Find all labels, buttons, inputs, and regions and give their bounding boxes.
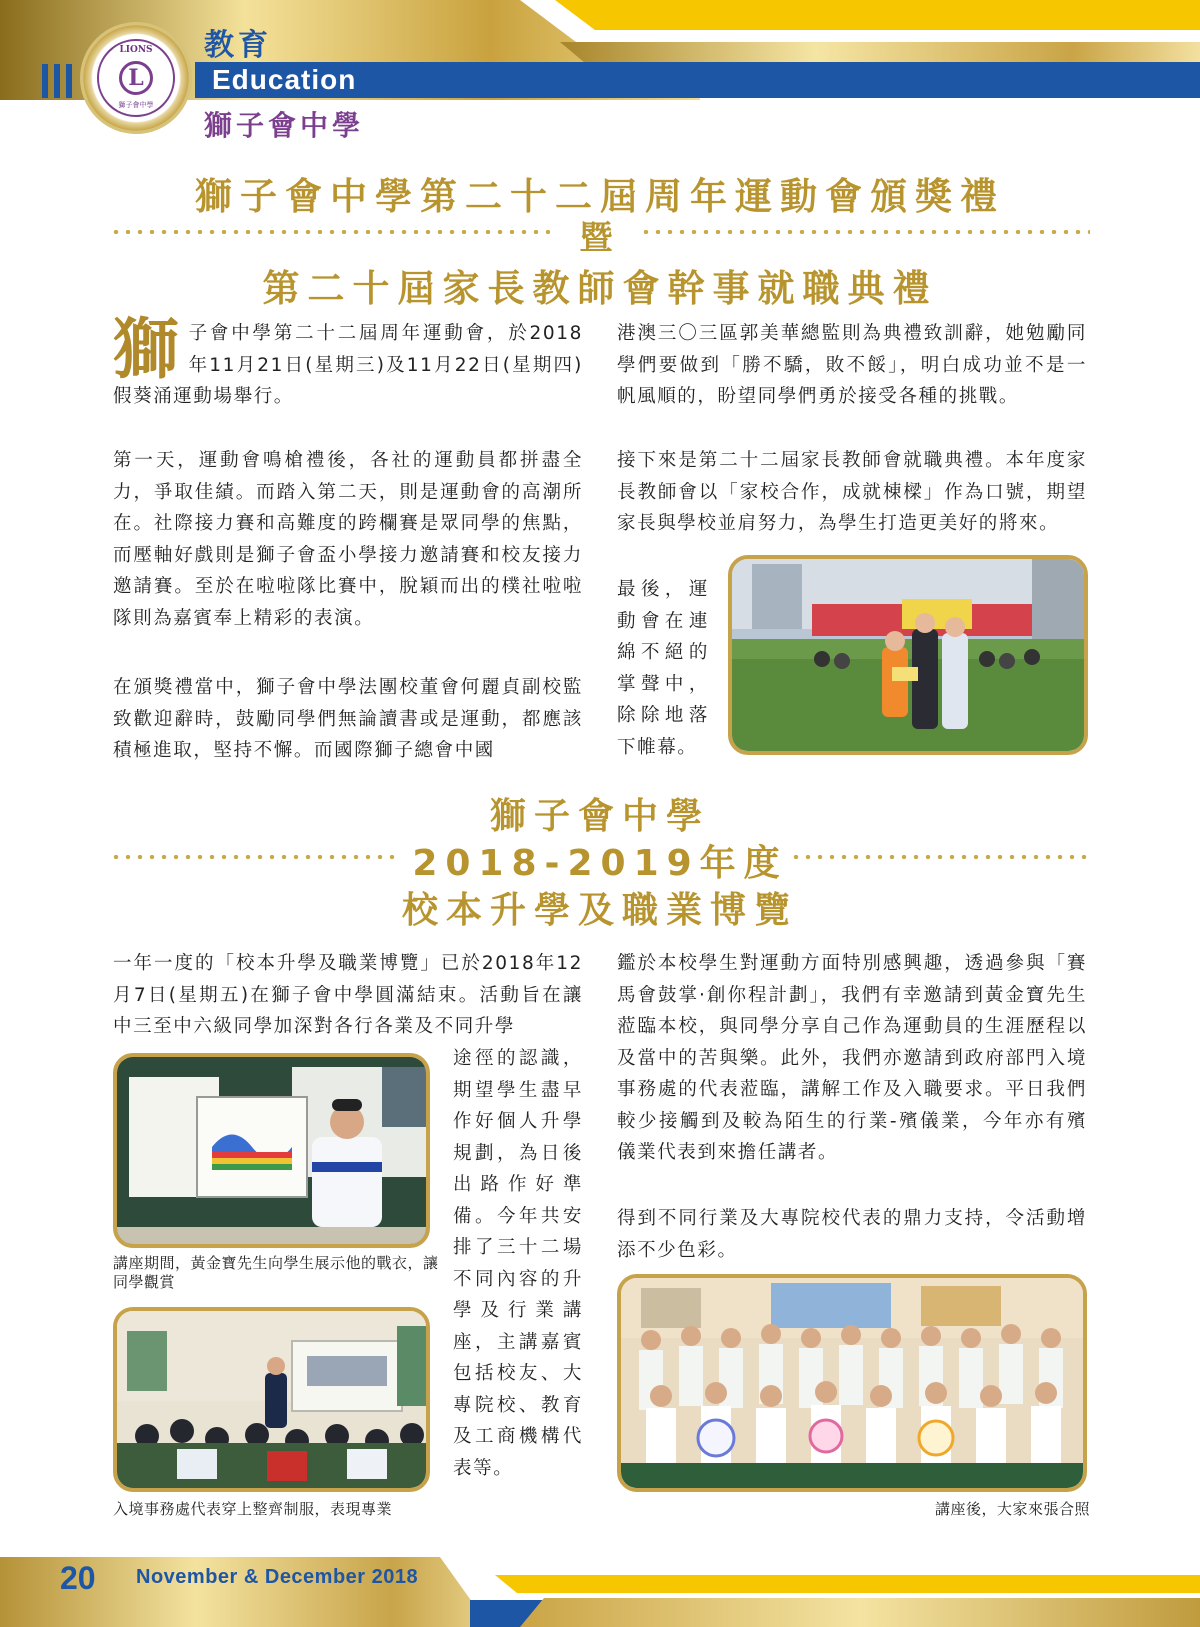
header-yellow-band: [555, 0, 1200, 30]
section-title-cn: 教育: [204, 28, 272, 63]
article1-title-line2: 暨: [579, 218, 621, 257]
speaker-jersey-image: [117, 1057, 430, 1248]
article2-title-line1: 獅子會中學: [489, 796, 710, 837]
dotted-divider: [640, 230, 1090, 234]
header-bars-icon: [42, 64, 78, 98]
group-image: [621, 1278, 1087, 1492]
dotted-divider: [790, 855, 1090, 859]
article1-paragraph-1: [113, 311, 583, 413]
photo-caption-2: 入境事務處代表穿上整齊制服，表現專業: [113, 1500, 393, 1518]
article1-paragraph-4: 港澳三〇三區郭美華總監則為典禮致訓辭，她勉勵同學們要做到「勝不驕，敗不餒」，明白成功並不是一帆風順的，盼望同學們勇於接受各種的挑戰。: [617, 323, 1087, 407]
article2-title-line2: 2018-2019年度: [412, 843, 788, 884]
logo-letter: L: [119, 61, 153, 95]
footer-yellow-band: [495, 1575, 1200, 1593]
article1-paragraph-2: 第一天，運動會鳴槍禮後，各社的運動員都拼盡全力，爭取佳績。而踏入第二天，則是運動會的高潮所在。社際接力賽和高難度的跨欄賽是眾同學的焦點，而壓軸好戲則是獅子會盃小學接力邀請賽和校友接力邀請賽。至於在啦啦隊比賽中，脫穎而出的樸社啦啦隊則為嘉賓奉上精彩的表演。: [113, 450, 583, 629]
speaker-jersey-photo: [113, 1053, 430, 1248]
article2-paragraph-3: 得到不同行業及大專院校代表的鼎力支持，令活動增添不少色彩。: [617, 1208, 1087, 1261]
immigration-talk-photo: [113, 1307, 430, 1492]
section-title-en: Education: [212, 64, 357, 95]
article2-title-line3: 校本升學及職業博覽: [401, 890, 798, 931]
group-photo: [617, 1274, 1087, 1492]
award-ceremony-photo: [728, 555, 1088, 755]
logo-top-text: LIONS: [119, 45, 153, 55]
article2-paragraph-2: 鑑於本校學生對運動方面特別感興趣，透過參與「賽馬會鼓掌‧創你程計劃」，我們有幸邀請到黃金寶先生蒞臨本校，與同學分享自己作為運動員的生涯歷程以及當中的苦與樂。此外，我們亦邀請到政府部門入境事務處的代表蒞臨，講解工作及入職要求。平日我們較少接觸到及較為陌生的行業-殯儀業，今年亦有殯儀業代表到來擔任講者。: [617, 953, 1087, 1163]
article1-p1-text: 子會中學第二十二屆周年運動會，於2018年11月21日(星期三)及11月22日(星期四)假葵涌運動場舉行。: [113, 323, 583, 407]
dropcap: 獅: [113, 311, 181, 388]
immigration-talk-image: [117, 1311, 430, 1492]
article2-paragraph-1-cont: 途徑的認識，期望學生盡早作好個人升學規劃，為日後出路作好準備。今年共安排了三十二場不同內容的升學及行業講座，主講嘉賓包括校友、大專院校、教育及工商機構代表等。: [453, 1048, 583, 1479]
photo-caption-1: 講座期間，黃金寶先生向學生展示他的戰衣，讓同學觀賞: [113, 1254, 439, 1291]
lions-club-logo: [80, 22, 192, 134]
logo-bottom-text: 獅子會中學: [118, 101, 154, 109]
article1-paragraph-3: 在頒獎禮當中，獅子會中學法團校董會何麗貞副校監致歡迎辭時，鼓勵同學們無論讀書或是運動，都應該積極進取，堅持不懈。而國際獅子總會中國: [113, 677, 583, 761]
school-name: 獅子會中學: [204, 109, 365, 142]
article2-paragraph-1: 一年一度的「校本升學及職業博覽」已於2018年12月7日(星期五)在獅子會中學圓滿結束。活動旨在讓中三至中六級同學加深對各行各業及不同升學: [113, 953, 583, 1037]
article1-paragraph-5: 接下來是第二十二屆家長教師會就職典禮。本年度家長教師會以「家校合作，成就棟樑」作為口號，期望家長與學校並肩努力，為學生打造更美好的將來。: [617, 450, 1087, 534]
page-number: 20: [60, 1560, 96, 1596]
article1-paragraph-6: 最後，運動會在連綿不絕的掌聲中，除除地落下帷幕。: [617, 579, 709, 758]
article1-title-line1: 獅子會中學第二十二屆周年運動會頒獎禮: [195, 175, 1005, 218]
footer-gold-band-right: [520, 1598, 1200, 1627]
article1-title-line3: 第二十屆家長教師會幹事就職典禮: [262, 267, 938, 310]
photo-caption-3: 講座後，大家來張合照: [934, 1500, 1090, 1518]
issue-date: November & December 2018: [136, 1566, 419, 1588]
award-ceremony-image: [732, 559, 1088, 755]
